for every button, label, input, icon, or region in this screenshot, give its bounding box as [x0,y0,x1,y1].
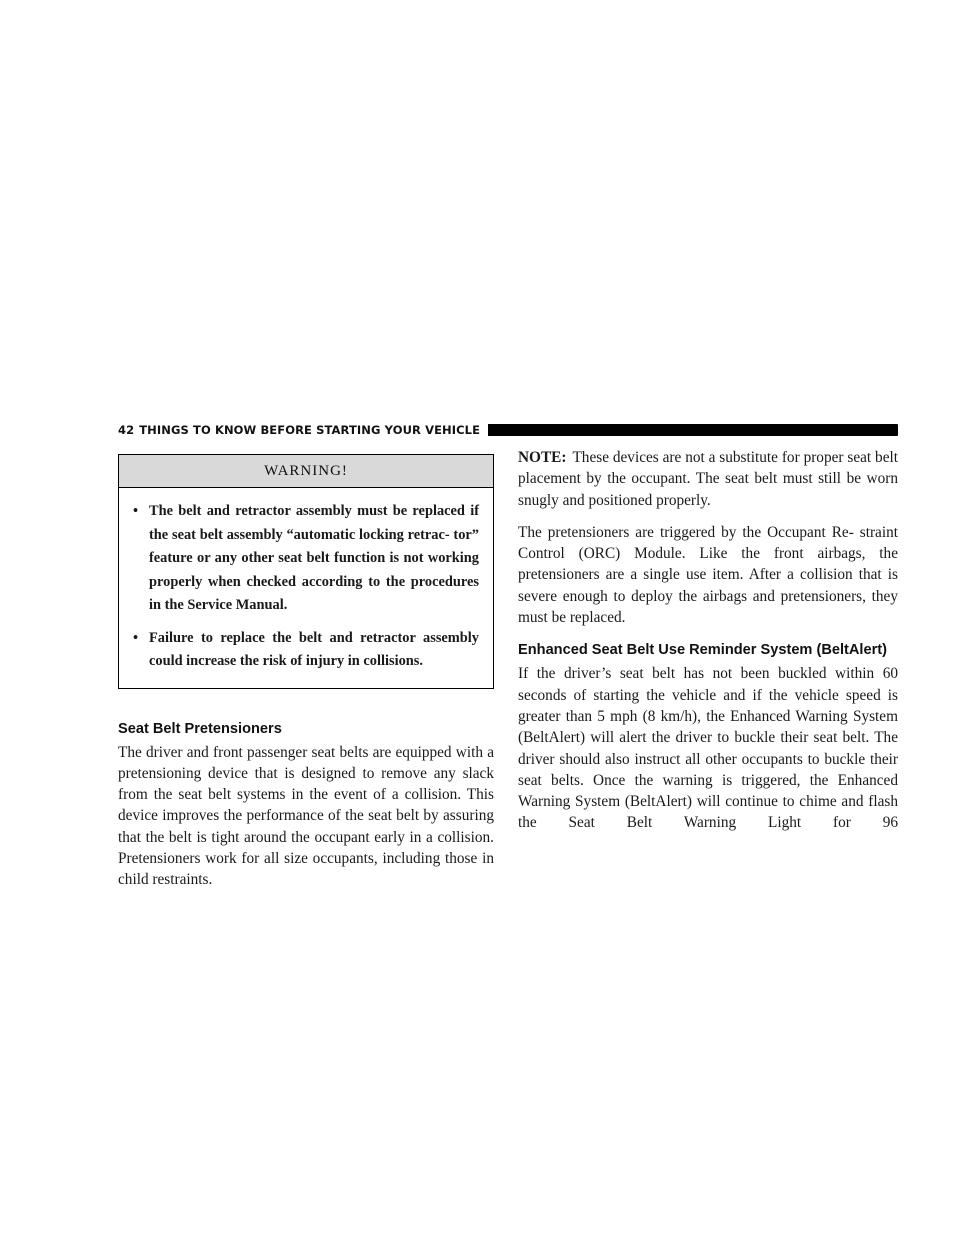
warning-body [119,488,493,688]
section-heading-pretensioners: Seat Belt Pretensioners [118,720,282,737]
note-paragraph [518,447,898,511]
warning-item [133,500,479,618]
pretensioner-trigger-paragraph: The pretensioners are triggered by the Occupant Re- straint Control (ORC) Module. Like the front airbags, the pretensioners are a single use item. After a collision that is severe enough to deploy the airbags and pretensioners, they must be replaced. [518,523,898,627]
bullet-icon: • [133,503,139,519]
note-text: These devices are not a substitute for proper seat belt placement by the occupant. The seat belt must still be worn snugly and positioned properly. [518,449,898,509]
chapter-title: THINGS TO KNOW BEFORE STARTING YOUR VEHICLE [139,423,481,437]
warning-item-text: Failure to replace the belt and retractor assembly could increase the risk of injury in collisions. [149,629,479,669]
right-column [518,447,898,834]
section-heading-beltalert: Enhanced Seat Belt Use Reminder System (BeltAlert) [518,642,888,659]
bullet-icon: • [133,629,139,646]
warning-item [133,627,479,674]
page-header [118,420,898,440]
warning-title: WARNING! [119,455,493,488]
beltalert-paragraph: If the driver’s seat belt has not been buckled within 60 seconds of starting the vehicle and if the vehicle speed is greater than 5 mph (8 km/h), the Enhanced Warning System (BeltAlert) will alert the driver to buckle their seat belt. The driver should also instruct all other occupants to buckle their seat belts. Once the warning is triggered, the Enhanced Warning System (BeltAlert) will continue to chime and flash the Seat Belt Warning Light for 96 [518,665,898,832]
note-label: NOTE: [518,449,567,466]
page-number: 42 [118,423,135,437]
pretensioners-paragraph: The driver and front passenger seat belts are equipped with a pretensioning device that is designed to remove any slack from the seat belt systems in the event of a collision. This device improves the performance of the seat belt by assuring that the belt is tight around the occupant early in a collision. Pretensioners work for all size occupants, including those in child restraints. [118,743,494,889]
left-column [118,454,494,891]
header-bar [488,424,898,436]
warning-item-text: The belt and retractor assembly must be replaced if the seat belt assembly “automatic locking retrac- tor” feature or any other seat belt function is not working properly when checked according to the procedures in the Service Manual. [149,503,479,613]
warning-box [118,454,494,689]
